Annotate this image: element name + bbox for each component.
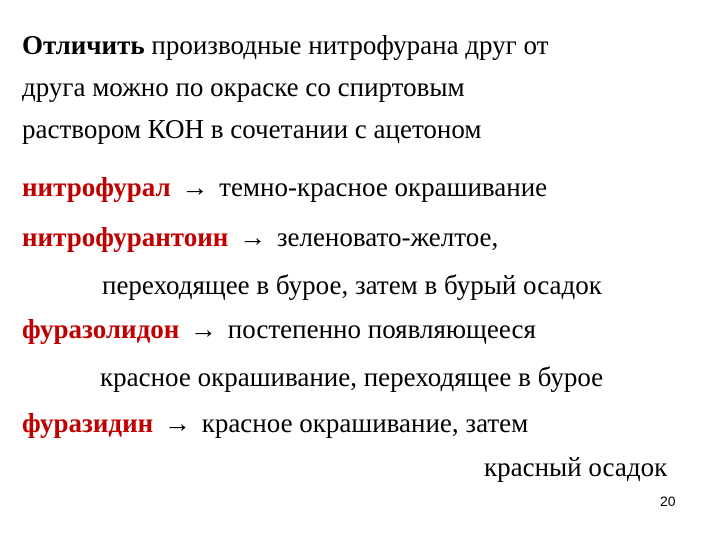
item-furazidin [22, 408, 528, 439]
color-result: темно-красное окрашивание [219, 172, 548, 202]
intro-line-1-text: производные нитрофурана друг от [151, 30, 549, 60]
intro-lead-word: Отличить [22, 30, 145, 60]
item-nitrofural [22, 172, 547, 203]
drug-name: фуразидин [22, 408, 154, 438]
arrow-icon: → [163, 408, 191, 438]
drug-name: нитрофурантоин [22, 222, 229, 252]
arrow-icon: → [239, 222, 267, 252]
intro-line-1 [22, 24, 702, 66]
item-nitrofurantoin [22, 222, 498, 253]
drug-name: нитрофурал [22, 172, 171, 202]
color-result: зеленовато-желтое, [276, 222, 499, 252]
intro-line-2: друга можно по окраске со спиртовым [22, 72, 465, 102]
arrow-icon: → [190, 314, 218, 344]
color-result: постепенно появляющееся [227, 314, 536, 344]
item-furazolidone-continuation: красное окрашивание, переходящее в бурое [100, 362, 604, 392]
item-furazidin-continuation: красный осадок [484, 452, 668, 482]
intro-line-3: раствором КОН в сочетании с ацетоном [22, 114, 482, 144]
intro-paragraph [22, 24, 702, 150]
item-nitrofurantoin-continuation: переходящее в бурое, затем в бурый осадок [102, 270, 602, 300]
item-furazolidone [22, 314, 536, 345]
color-result: красное окрашивание, затем [201, 408, 529, 438]
page-number: 20 [660, 493, 676, 509]
arrow-icon: → [181, 172, 209, 202]
drug-name: фуразолидон [22, 314, 180, 344]
